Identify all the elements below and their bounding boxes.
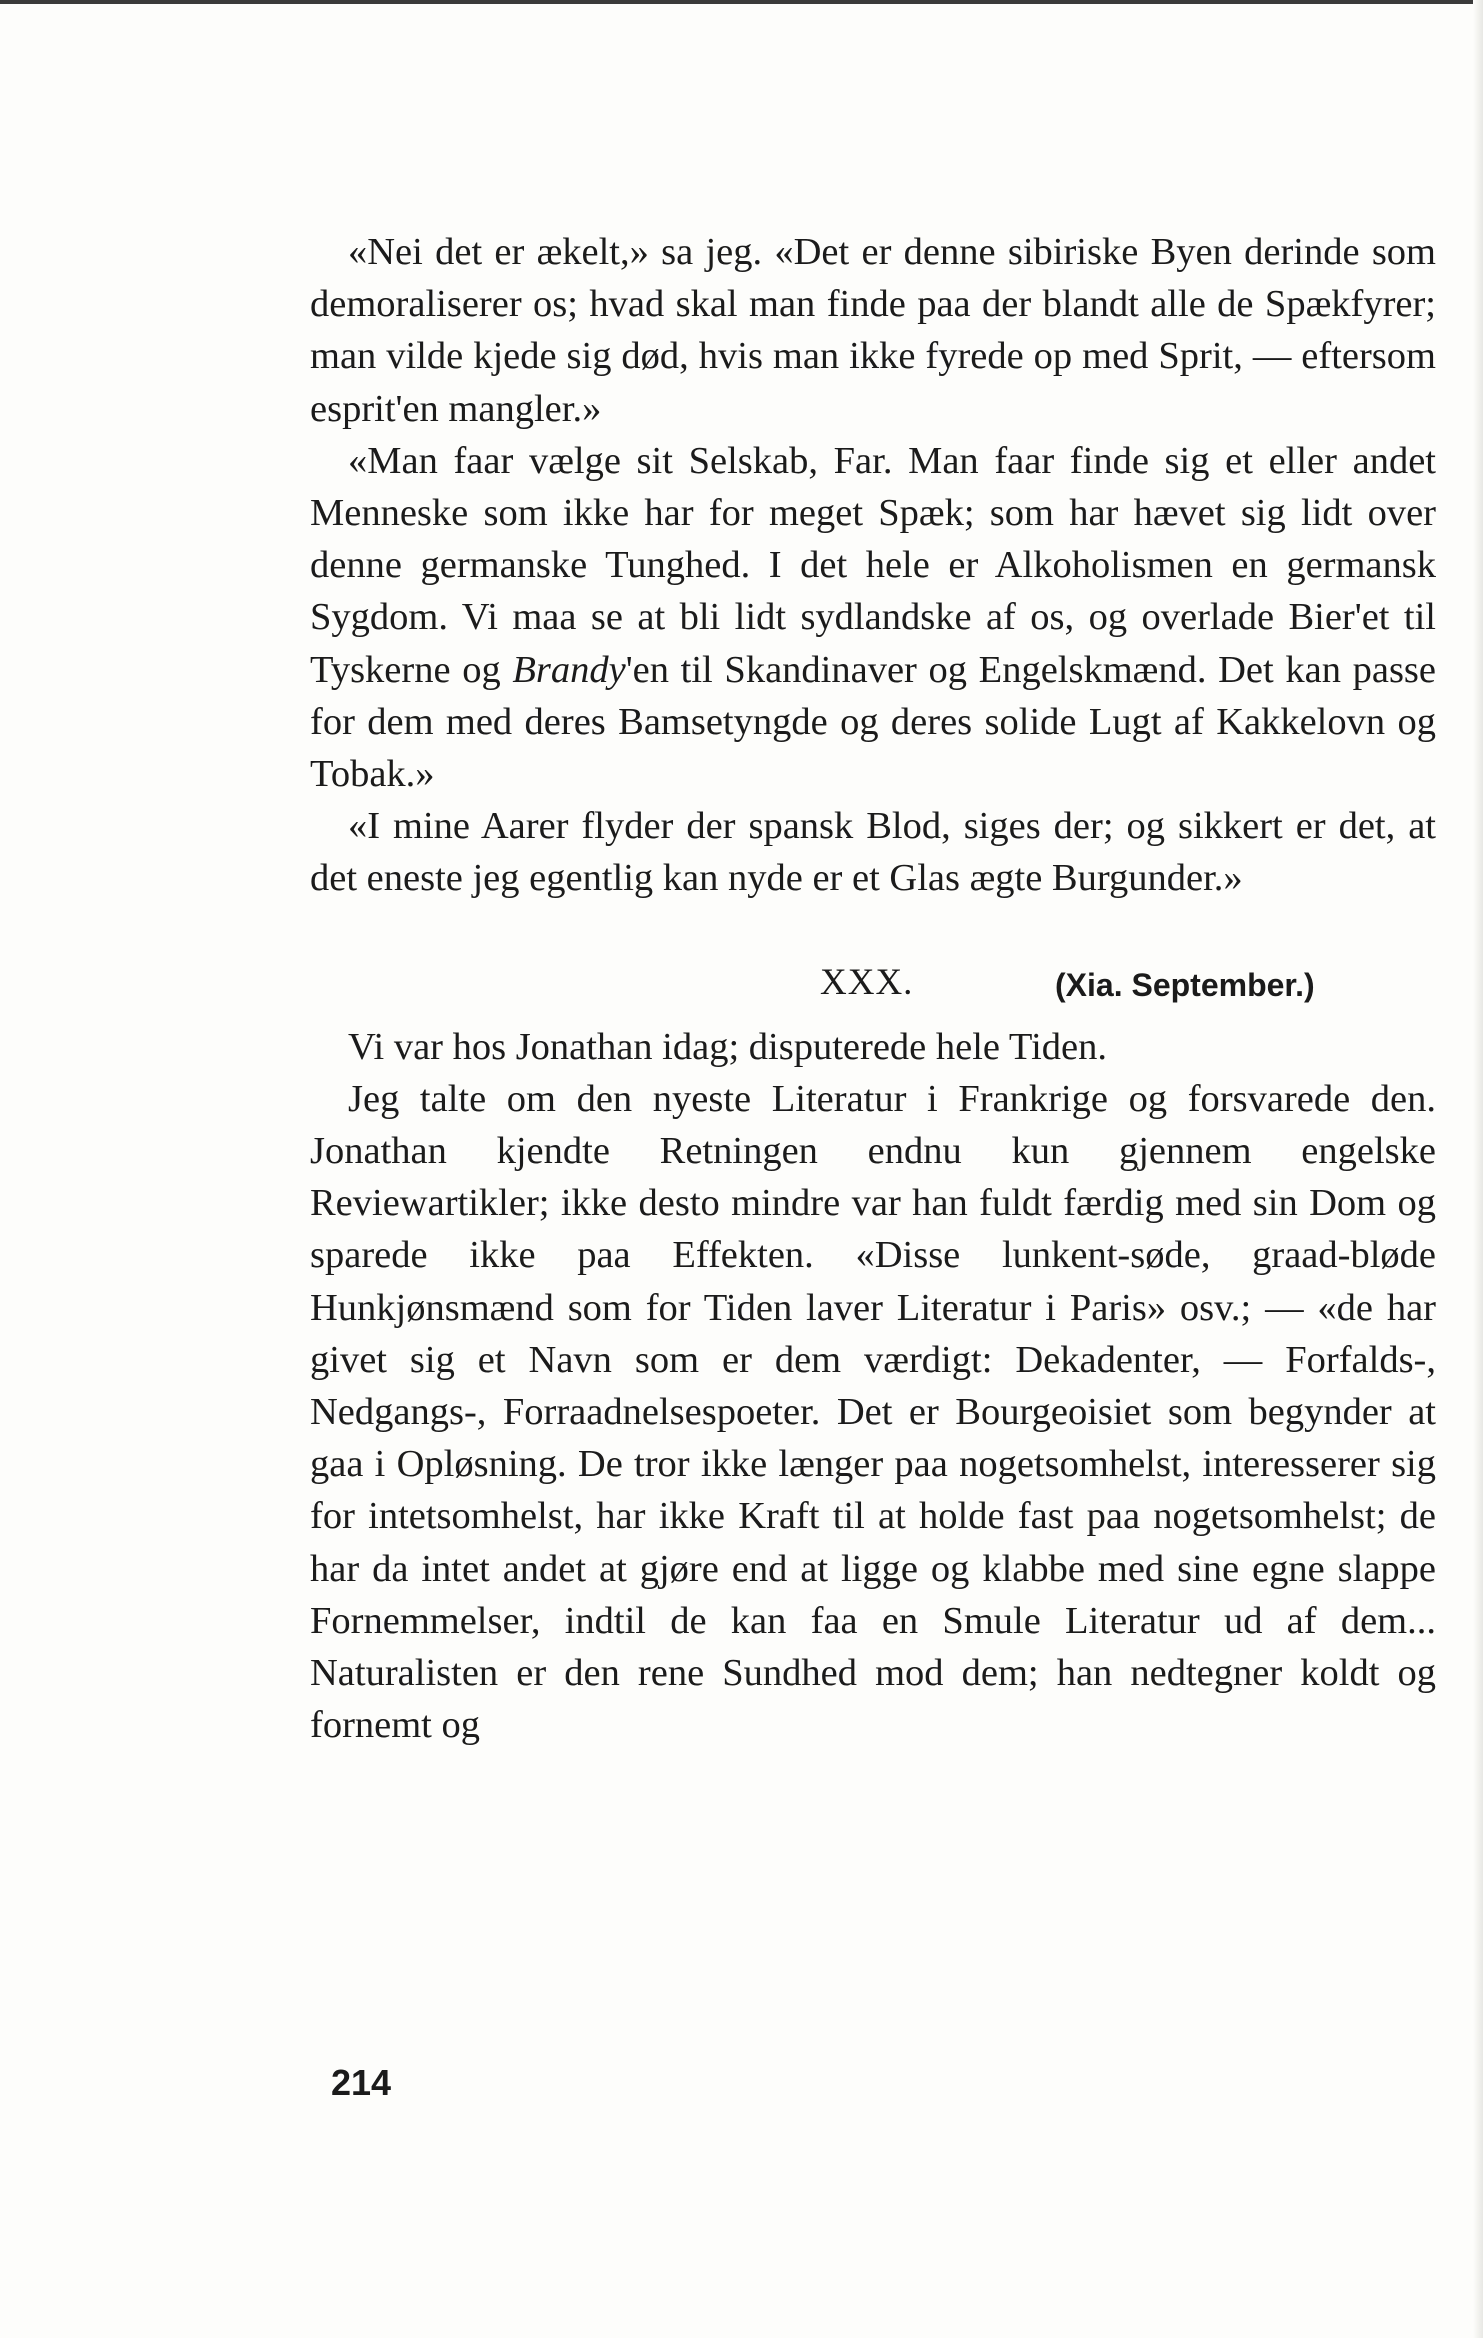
chapter-heading bbox=[310, 957, 1436, 1009]
page-number: 214 bbox=[331, 2062, 392, 2103]
paragraph-2 bbox=[310, 435, 1436, 800]
paragraph-5: Jeg talte om den nyeste Literatur i Frankrige og forsvarede den. Jonathan kjendte Retningen endnu kun gjennem engelske Reviewartikler; ikke desto mindre var han fuldt færdig med sin Dom og sparede ikke paa Effekten. «Disse lunkent-søde, graad-bløde Hunkjønsmænd som for Tiden laver Literatur i Paris» osv.; — «de har givet sig et Navn som er dem værdigt: Dekadenter, — Forfalds-, Nedgangs-, Forraadnelsespoeter. Det er Bourgeoisiet som begynder at gaa i Opløsning. De tror ikke længer paa nogetsomhelst, interesserer sig for intetsomhelst, har ikke Kraft til at holde fast paa nogetsomhelst; de har da intet andet at gjøre end at ligge og klabbe med sine egne slappe Fornemmelser, indtil de kan faa en Smule Literatur ud af dem... Naturalisten er den rene Sundhed mod dem; han nedtegner koldt og fornemt og bbox=[310, 1077, 1436, 1747]
paragraph-4: Vi var hos Jonathan idag; disputerede hele Tiden. bbox=[348, 1025, 1108, 1068]
scan-right-edge bbox=[1473, 0, 1483, 2338]
paragraph-2-rest: 'en til Skandinaver og Engelskmænd. Det kan passe for dem med deres Bamsetyngde og deres solide Lugt af Kakkelovn og Tobak.» bbox=[310, 648, 1437, 796]
chapter-number: XXX. bbox=[820, 961, 914, 1003]
paragraph-3: «I mine Aarer flyder der spansk Blod, siges der; og sikkert er det, at det eneste jeg egentlig kan nyde er et Glas ægte Burgunder.» bbox=[310, 805, 1436, 900]
scan-top-edge bbox=[0, 0, 1483, 4]
paragraph-1: «Nei det er ækelt,» sa jeg. «Det er denne sibiriske Byen derinde som demoraliserer os; hvad skal man finde paa der blandt alle de Spækfyrer; man vilde kjede sig død, hvis man ikke fyrede op med Sprit, — eftersom esprit'en mangler.» bbox=[310, 231, 1436, 430]
paragraph-2-text: «Man faar vælge sit Selskab, Far. Man faar finde sig et eller andet Menneske som ikke har for meget Spæk; som har hævet sig lidt over denne germanske Tunghed. I det hele er Alkoholismen en germansk Sygdom. Vi maa se at bli lidt sydlandske af os, og overlade Bier'et til Tyskerne og bbox=[310, 439, 1436, 691]
paragraph-2-italic: Brandy bbox=[512, 648, 626, 691]
page-body bbox=[310, 226, 1436, 1751]
chapter-date: (Xia. September.) bbox=[1055, 966, 1315, 1003]
